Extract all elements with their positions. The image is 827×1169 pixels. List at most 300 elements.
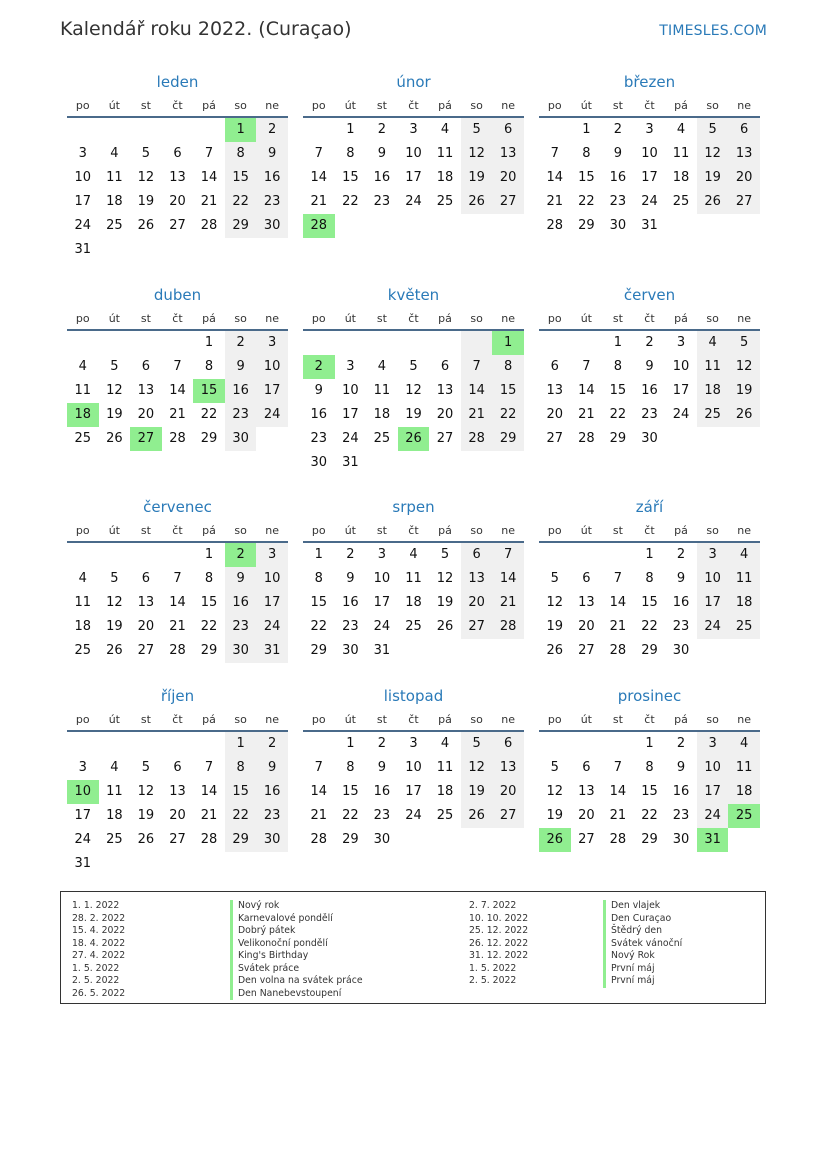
weekday-label: po (75, 99, 90, 112)
day-cell: 13 (728, 142, 760, 166)
day-cell: 21 (200, 194, 218, 209)
day-cell: 19 (106, 619, 123, 634)
day-cell: 19 (546, 808, 564, 823)
day-cell: 26 (137, 832, 155, 847)
day-cell: 25 (373, 431, 391, 446)
day-cell: 2 (377, 736, 387, 751)
day-cell: 23 (373, 808, 391, 823)
day-cell: 1 (492, 331, 524, 355)
day-cell: 12 (728, 355, 760, 379)
day-cell: 16 (225, 591, 257, 615)
month-name: říjen (160, 687, 195, 705)
weekday-label: čt (644, 713, 655, 726)
empty-day-cell (162, 852, 194, 876)
day-cell: 24 (256, 615, 288, 639)
empty-day-cell (571, 543, 603, 567)
day-cell: 15 (193, 379, 225, 403)
day-cell: 1 (613, 335, 623, 350)
day-cell: 13 (169, 170, 186, 185)
weekday-label: po (311, 713, 326, 726)
day-cell: 19 (546, 619, 564, 634)
weekday-label: st (140, 713, 151, 726)
legend-holiday-name: Velikonoční pondělí (230, 938, 363, 951)
day-cell: 18 (67, 403, 99, 427)
empty-day-cell (130, 732, 162, 756)
day-cell: 7 (173, 571, 182, 586)
day-cell: 25 (405, 619, 422, 634)
legend-holiday-name: Nový rok (230, 900, 363, 913)
day-cell: 1 (645, 547, 654, 562)
day-cell: 18 (436, 784, 454, 799)
day-cell: 18 (672, 170, 690, 185)
weekday-label: ne (501, 312, 516, 325)
day-cell: 15 (225, 780, 257, 804)
day-cell: 31 (697, 828, 729, 852)
page-title: Kalendář roku 2022. (Curaçao) (60, 18, 352, 40)
day-cell: 7 (613, 760, 623, 775)
day-cell: 25 (74, 431, 92, 446)
weekday-header (539, 307, 760, 331)
day-cell: 14 (169, 595, 186, 610)
weekday-label: po (547, 99, 562, 112)
empty-day-cell (728, 639, 760, 663)
empty-day-cell (303, 331, 335, 355)
empty-day-cell (225, 238, 257, 262)
day-cell: 9 (676, 571, 686, 586)
day-cell: 11 (697, 355, 729, 379)
day-cell: 3 (409, 736, 418, 751)
day-cell: 17 (697, 780, 729, 804)
day-cell: 12 (546, 595, 564, 610)
day-cell: 2 (645, 335, 654, 350)
brand-link[interactable]: TIMESLES.COM (659, 23, 767, 39)
legend-date: 26. 12. 2022 (469, 937, 529, 949)
day-cell: 15 (641, 784, 658, 799)
day-cell: 29 (578, 218, 595, 233)
day-cell: 10 (697, 567, 729, 591)
day-cell: 1 (225, 118, 257, 142)
day-cell: 17 (641, 170, 658, 185)
weekday-label: čt (408, 713, 419, 726)
empty-day-cell (571, 331, 603, 355)
legend-date: 31. 12. 2022 (469, 950, 529, 961)
weekday-label: so (470, 312, 483, 325)
weekday-label: so (706, 713, 719, 726)
weekday-label: út (108, 713, 120, 726)
day-cell: 22 (342, 194, 359, 209)
day-cell: 9 (256, 142, 288, 166)
weekday-label: so (234, 524, 247, 537)
empty-day-cell (539, 732, 571, 756)
weekday-label: út (580, 312, 592, 325)
day-cell: 12 (461, 142, 493, 166)
empty-day-cell (571, 732, 603, 756)
day-cell: 1 (204, 335, 214, 350)
day-cell: 27 (578, 832, 595, 847)
legend-right-names (603, 900, 682, 988)
month-srpen (303, 495, 524, 663)
day-cell: 30 (225, 427, 257, 451)
empty-day-cell (130, 852, 162, 876)
legend-date: 1. 5. 2022 (469, 962, 517, 974)
weekday-label: ne (265, 312, 280, 325)
day-cell: 29 (225, 214, 257, 238)
month-červenec (67, 495, 288, 663)
legend-holiday-name: První máj (603, 963, 682, 976)
day-cell: 31 (641, 218, 658, 233)
day-cell: 22 (225, 804, 257, 828)
day-cell: 15 (641, 595, 658, 610)
day-cell: 5 (110, 359, 119, 374)
weekday-label: út (580, 524, 592, 537)
day-cell: 17 (74, 194, 92, 209)
legend-holiday-name: Nový Rok (603, 950, 682, 963)
weekday-label: st (376, 713, 387, 726)
weekday-label: čt (408, 524, 419, 537)
day-cell: 16 (609, 170, 627, 185)
empty-day-cell (193, 238, 225, 262)
day-cell: 8 (645, 571, 654, 586)
day-cell: 8 (204, 571, 214, 586)
empty-day-cell (366, 214, 398, 238)
weekday-label: st (140, 312, 151, 325)
legend-date: 2. 5. 2022 (469, 975, 517, 986)
day-cell: 8 (645, 760, 654, 775)
weekday-label: pá (674, 524, 688, 537)
weekday-label: ne (737, 99, 752, 112)
day-cell: 26 (461, 190, 493, 214)
day-cell: 30 (225, 639, 257, 663)
day-cell: 29 (200, 431, 218, 446)
weekday-label: st (376, 312, 387, 325)
empty-day-cell (303, 732, 335, 756)
day-cell: 30 (256, 828, 288, 852)
day-cell: 18 (74, 619, 92, 634)
weekday-label: po (547, 312, 562, 325)
empty-day-cell (492, 214, 524, 238)
day-cell: 27 (461, 615, 493, 639)
day-cell: 17 (74, 808, 92, 823)
day-grid (303, 331, 524, 475)
weekday-label: st (140, 99, 151, 112)
weekday-label: pá (438, 713, 452, 726)
day-cell: 26 (461, 804, 493, 828)
day-cell: 27 (436, 431, 454, 446)
weekday-header (303, 307, 524, 331)
day-cell: 23 (672, 808, 690, 823)
weekday-label: so (234, 99, 247, 112)
month-září (539, 495, 760, 663)
day-cell: 2 (613, 122, 623, 137)
empty-day-cell (461, 451, 493, 475)
day-cell: 4 (728, 732, 760, 756)
day-cell: 28 (609, 643, 627, 658)
day-cell: 5 (550, 760, 559, 775)
empty-day-cell (256, 238, 288, 262)
day-cell: 4 (110, 146, 119, 161)
day-cell: 15 (342, 170, 359, 185)
empty-day-cell (398, 639, 430, 663)
day-cell: 28 (169, 431, 186, 446)
day-cell: 17 (697, 591, 729, 615)
weekday-label: po (547, 524, 562, 537)
day-cell: 12 (137, 170, 155, 185)
day-cell: 2 (225, 331, 257, 355)
day-cell: 28 (200, 832, 218, 847)
holiday-legend (60, 891, 766, 1004)
day-cell: 24 (256, 403, 288, 427)
legend-date: 25. 12. 2022 (469, 925, 529, 936)
day-cell: 2 (377, 122, 387, 137)
day-cell: 11 (74, 595, 92, 610)
legend-date: 2. 5. 2022 (72, 975, 120, 986)
day-cell: 6 (550, 359, 559, 374)
legend-date: 1. 1. 2022 (72, 900, 120, 911)
day-cell: 23 (256, 804, 288, 828)
day-cell: 7 (461, 355, 493, 379)
day-grid (67, 732, 288, 876)
empty-day-cell (398, 331, 430, 355)
legend-right-dates (469, 900, 528, 988)
weekday-label: pá (438, 312, 452, 325)
weekday-label: po (311, 312, 326, 325)
day-cell: 27 (492, 190, 524, 214)
day-cell: 26 (398, 427, 430, 451)
day-cell: 13 (492, 142, 524, 166)
day-grid (303, 118, 524, 238)
weekday-header (67, 708, 288, 732)
empty-day-cell (539, 331, 571, 355)
empty-day-cell (366, 451, 398, 475)
weekday-label: út (344, 312, 356, 325)
day-cell: 5 (141, 760, 151, 775)
day-cell: 24 (672, 407, 690, 422)
month-říjen (67, 684, 288, 876)
day-cell: 15 (342, 784, 359, 799)
day-cell: 20 (461, 591, 493, 615)
legend-holiday-name: Karnevalové pondělí (230, 913, 363, 926)
weekday-label: po (75, 524, 90, 537)
day-cell: 23 (310, 431, 328, 446)
day-cell: 16 (672, 595, 690, 610)
weekday-label: st (612, 713, 623, 726)
legend-holiday-name: Den Curaçao (603, 913, 682, 926)
month-prosinec (539, 684, 760, 852)
empty-day-cell (461, 639, 493, 663)
weekday-label: út (108, 524, 120, 537)
day-cell: 5 (141, 146, 151, 161)
day-cell: 14 (578, 383, 595, 398)
day-cell: 4 (697, 331, 729, 355)
day-cell: 16 (225, 379, 257, 403)
month-name: květen (387, 286, 440, 304)
day-cell: 8 (225, 142, 257, 166)
day-cell: 21 (609, 808, 627, 823)
empty-day-cell (130, 543, 162, 567)
day-cell: 23 (256, 190, 288, 214)
empty-day-cell (492, 828, 524, 852)
day-cell: 30 (641, 431, 658, 446)
weekday-label: út (108, 312, 120, 325)
empty-day-cell (256, 427, 288, 451)
weekday-label: st (140, 524, 151, 537)
month-name: prosinec (617, 687, 682, 705)
day-cell: 3 (676, 335, 686, 350)
day-cell: 27 (728, 190, 760, 214)
empty-day-cell (398, 214, 430, 238)
day-cell: 17 (672, 383, 690, 398)
day-cell: 16 (256, 780, 288, 804)
legend-holiday-name: První máj (603, 975, 682, 988)
day-cell: 6 (173, 146, 182, 161)
day-cell: 4 (440, 736, 450, 751)
day-cell: 24 (405, 194, 422, 209)
day-cell: 25 (436, 194, 454, 209)
empty-day-cell (99, 732, 131, 756)
weekday-label: ne (265, 99, 280, 112)
day-cell: 28 (200, 218, 218, 233)
legend-date: 15. 4. 2022 (72, 925, 126, 936)
day-cell: 19 (405, 407, 422, 422)
day-cell: 9 (346, 571, 355, 586)
weekday-label: ne (737, 312, 752, 325)
weekday-label: út (108, 99, 120, 112)
day-cell: 16 (373, 170, 391, 185)
day-cell: 2 (225, 543, 257, 567)
day-cell: 31 (74, 856, 92, 871)
day-cell: 6 (141, 571, 151, 586)
empty-day-cell (67, 543, 99, 567)
day-cell: 19 (137, 808, 155, 823)
day-cell: 13 (436, 383, 454, 398)
day-cell: 6 (492, 118, 524, 142)
day-cell: 29 (342, 832, 359, 847)
weekday-label: čt (172, 312, 183, 325)
weekday-label: po (75, 713, 90, 726)
day-cell: 4 (377, 359, 387, 374)
day-cell: 28 (546, 218, 564, 233)
day-cell: 14 (609, 784, 627, 799)
day-cell: 14 (609, 595, 627, 610)
empty-day-cell (162, 732, 194, 756)
day-cell: 1 (204, 547, 214, 562)
day-cell: 10 (373, 571, 391, 586)
day-cell: 8 (204, 359, 214, 374)
empty-day-cell (665, 427, 697, 451)
day-cell: 11 (405, 571, 422, 586)
weekday-label: čt (644, 99, 655, 112)
month-name: září (635, 498, 664, 516)
weekday-label: so (234, 312, 247, 325)
day-cell: 20 (137, 619, 155, 634)
day-cell: 21 (609, 619, 627, 634)
day-cell: 12 (697, 142, 729, 166)
weekday-label: po (311, 524, 326, 537)
day-cell: 12 (137, 784, 155, 799)
day-cell: 12 (546, 784, 564, 799)
day-cell: 16 (373, 784, 391, 799)
day-cell: 25 (697, 403, 729, 427)
day-cell: 10 (256, 355, 288, 379)
day-cell: 13 (137, 383, 155, 398)
day-cell: 29 (492, 427, 524, 451)
day-cell: 16 (641, 383, 658, 398)
day-cell: 6 (440, 359, 450, 374)
day-cell: 6 (492, 732, 524, 756)
day-cell: 3 (409, 122, 418, 137)
empty-day-cell (429, 331, 461, 355)
day-cell: 22 (200, 619, 218, 634)
weekday-label: st (376, 99, 387, 112)
weekday-label: čt (172, 99, 183, 112)
day-cell: 1 (346, 736, 355, 751)
day-cell: 14 (310, 784, 328, 799)
weekday-header (303, 708, 524, 732)
empty-day-cell (461, 214, 493, 238)
day-cell: 1 (225, 732, 257, 756)
day-cell: 13 (492, 756, 524, 780)
day-cell: 4 (78, 359, 87, 374)
weekday-label: pá (202, 524, 216, 537)
day-cell: 1 (314, 547, 323, 562)
day-cell: 21 (578, 407, 595, 422)
day-cell: 3 (346, 359, 355, 374)
weekday-label: po (311, 99, 326, 112)
day-cell: 30 (609, 218, 627, 233)
day-grid (539, 331, 760, 451)
month-červen (539, 283, 760, 451)
day-cell: 23 (225, 403, 257, 427)
weekday-label: pá (202, 713, 216, 726)
day-cell: 10 (67, 780, 99, 804)
weekday-header (67, 519, 288, 543)
empty-day-cell (162, 331, 194, 355)
empty-day-cell (99, 118, 131, 142)
day-cell: 28 (303, 214, 335, 238)
weekday-label: čt (172, 524, 183, 537)
day-cell: 11 (728, 567, 760, 591)
day-cell: 29 (641, 643, 658, 658)
weekday-header (67, 94, 288, 118)
day-cell: 27 (137, 643, 155, 658)
day-cell: 1 (346, 122, 355, 137)
day-cell: 22 (200, 407, 218, 422)
day-cell: 11 (74, 383, 92, 398)
empty-day-cell (193, 732, 225, 756)
day-cell: 17 (342, 407, 359, 422)
empty-day-cell (130, 331, 162, 355)
legend-holiday-name: Svátek vánoční (603, 938, 682, 951)
day-cell: 29 (225, 828, 257, 852)
empty-day-cell (665, 214, 697, 238)
weekday-label: st (612, 99, 623, 112)
day-cell: 3 (256, 331, 288, 355)
day-cell: 14 (200, 784, 218, 799)
weekday-label: so (470, 99, 483, 112)
empty-day-cell (492, 639, 524, 663)
month-duben (67, 283, 288, 451)
day-cell: 4 (728, 543, 760, 567)
day-cell: 16 (310, 407, 328, 422)
month-name: březen (623, 73, 676, 91)
empty-day-cell (67, 331, 99, 355)
day-cell: 28 (609, 832, 627, 847)
month-březen (539, 70, 760, 238)
weekday-label: čt (408, 99, 419, 112)
empty-day-cell (335, 331, 367, 355)
weekday-label: ne (265, 713, 280, 726)
weekday-header (539, 708, 760, 732)
